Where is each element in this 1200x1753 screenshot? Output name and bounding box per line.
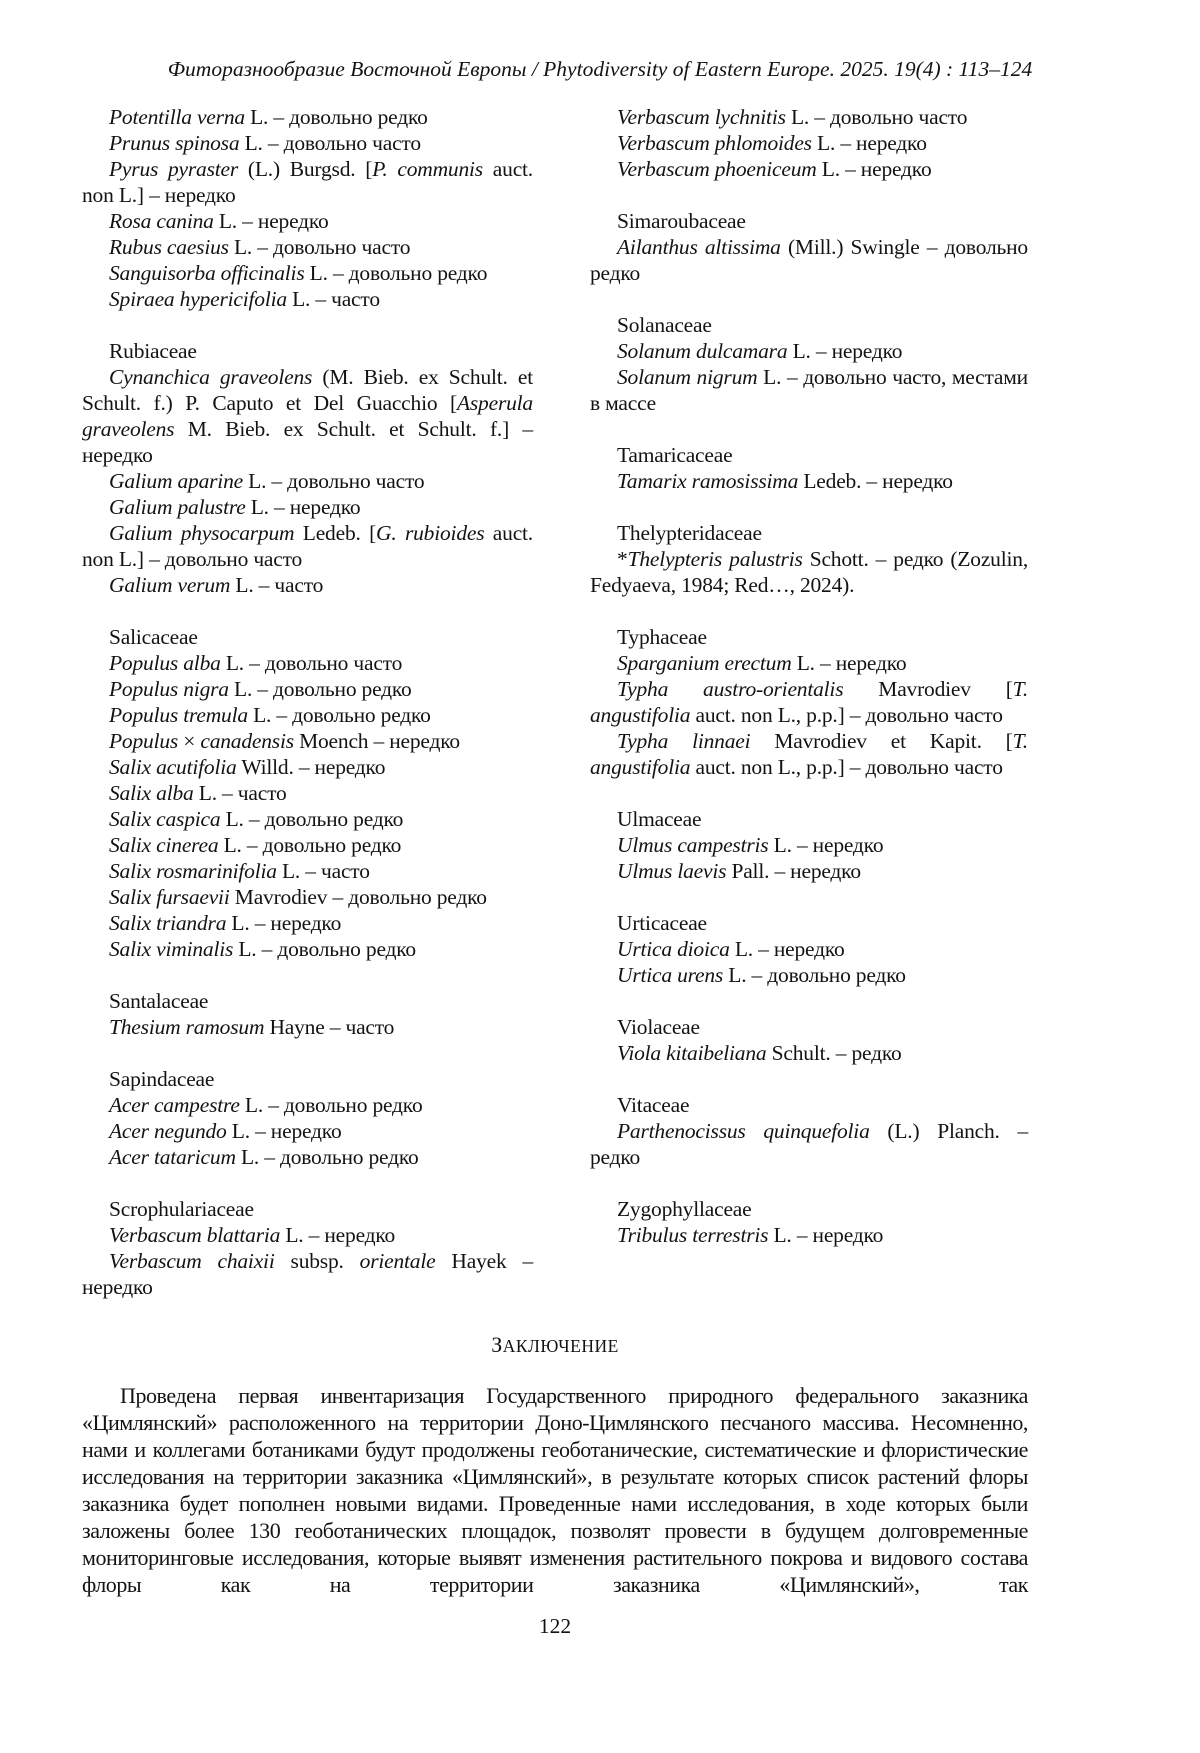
species-entry: [590, 104, 1028, 130]
species-entry: [590, 676, 1028, 728]
species-name: Verbascum phlomoides: [617, 131, 812, 155]
species-entry: [82, 936, 533, 962]
species-name: Salix caspica: [109, 807, 221, 831]
species-entry: [590, 156, 1028, 182]
entry-text: L. – нередко: [280, 1223, 396, 1247]
species-entry: [82, 520, 533, 572]
entry-text: L. – нередко: [226, 911, 342, 935]
species-name: Salix fursaevii: [109, 885, 230, 909]
species-name: Solanum dulcamara: [617, 339, 788, 363]
species-name: Urtica dioica: [617, 937, 730, 961]
entry-text: L. – нередко: [768, 1223, 884, 1247]
species-name: Sanguisorba officinalis: [109, 261, 305, 285]
species-name: Ulmus laevis: [617, 859, 727, 883]
entry-text: L. – довольно часто, местами в массе: [590, 365, 1028, 415]
species-entry: [82, 858, 533, 884]
species-entry: [82, 1144, 533, 1170]
entry-text: Zygophyllaceae: [617, 1197, 752, 1221]
species-name: Galium verum: [109, 573, 231, 597]
species-entry: [82, 494, 533, 520]
species-entry: [590, 962, 1028, 988]
species-name: Populus tremula: [109, 703, 248, 727]
species-name: Potentilla verna: [109, 105, 245, 129]
species-name: Sparganium erectum: [617, 651, 792, 675]
entry-text: L. – часто: [230, 573, 324, 597]
species-entry: [590, 728, 1028, 780]
entry-text: L. – нередко: [791, 651, 907, 675]
species-name: T. angustifolia: [590, 729, 1028, 779]
entry-text: Urticaceae: [617, 911, 707, 935]
species-name: Salix viminalis: [109, 937, 234, 961]
entry-text: L. – довольно часто: [220, 651, 403, 675]
entry-text: Pall. – нередко: [726, 859, 861, 883]
species-entry: [82, 780, 533, 806]
entry-text: L. – часто: [276, 859, 370, 883]
species-entry: [82, 1014, 533, 1040]
species-entry: [82, 104, 533, 130]
species-name: Verbascum lychnitis: [617, 105, 786, 129]
species-entry: [590, 936, 1028, 962]
entry-text: L. – нередко: [811, 131, 927, 155]
entry-text: L. – довольно редко: [239, 1093, 423, 1117]
species-entry: [82, 728, 533, 754]
species-entry: [82, 364, 533, 468]
entry-text: Typhaceae: [617, 625, 707, 649]
species-name: Salix alba: [109, 781, 194, 805]
entry-text: Hayne – часто: [264, 1015, 395, 1039]
species-name: Thesium ramosum: [109, 1015, 265, 1039]
entry-text: Violaceae: [617, 1015, 700, 1039]
species-name: orientale: [359, 1249, 436, 1273]
species-entry: [82, 806, 533, 832]
entry-text: Schott. – редко (Zozulin, Fedyaeva, 1984; Red…, 2024).: [590, 547, 1028, 597]
species-name: Pyrus pyraster: [109, 157, 239, 181]
entry-text: auct. non L., p.p.] – довольно часто: [690, 755, 1003, 779]
species-name: Ulmus campestris: [617, 833, 769, 857]
entry-text: (L.) Planch. – редко: [590, 1119, 1029, 1169]
entry-text: L. – нередко: [213, 209, 329, 233]
entry-text: Scrophulariaceae: [109, 1197, 254, 1221]
species-entry: [82, 286, 533, 312]
entry-text: L. – довольно часто: [239, 131, 421, 155]
family-heading: [590, 624, 1028, 650]
entry-text: L. – довольно часто: [228, 235, 411, 259]
species-entry: [590, 1222, 1028, 1248]
species-name: Acer tataricum: [109, 1145, 236, 1169]
species-entry: [590, 546, 1028, 598]
entry-text: auct. non L.] – довольно часто: [82, 521, 533, 571]
family-heading: [82, 1066, 533, 1092]
entry-text: Hayek – нередко: [82, 1249, 534, 1299]
species-name: Acer campestre: [109, 1093, 240, 1117]
entry-text: L. – часто: [193, 781, 287, 805]
species-entry: [82, 1248, 533, 1300]
species-name: Verbascum blattaria: [109, 1223, 281, 1247]
species-entry: [82, 156, 533, 208]
species-entry: [590, 1118, 1028, 1170]
entry-text: Santalaceae: [109, 989, 209, 1013]
entry-text: Mavrodiev [: [843, 677, 1013, 701]
species-entry: [590, 130, 1028, 156]
family-heading: [590, 208, 1028, 234]
species-entry: [82, 884, 533, 910]
species-name: Asperula graveolens: [82, 391, 533, 441]
species-entry: [82, 1222, 533, 1248]
entry-text: L. – нередко: [245, 495, 361, 519]
entry-text: Salicaceae: [109, 625, 198, 649]
species-entry: [82, 1118, 533, 1144]
entry-text: *: [617, 547, 628, 571]
species-name: Verbascum phoeniceum: [617, 157, 817, 181]
species-name: T. angustifolia: [590, 677, 1028, 727]
species-name: Solanum nigrum: [617, 365, 758, 389]
species-columns: [82, 104, 1028, 1300]
species-entry: [590, 364, 1028, 416]
species-entry: [590, 858, 1028, 884]
species-name: G. rubioides: [376, 521, 485, 545]
species-name: Populus nigra: [109, 677, 229, 701]
entry-text: Vitaceae: [617, 1093, 690, 1117]
entry-text: Willd. – нередко: [236, 755, 386, 779]
family-heading: [590, 806, 1028, 832]
entry-text: L. – нередко: [768, 833, 884, 857]
species-name: Populus alba: [109, 651, 221, 675]
species-name: P. communis: [372, 157, 483, 181]
species-name: Galium palustre: [109, 495, 246, 519]
species-name: Acer negundo: [109, 1119, 227, 1143]
species-column-right: [590, 104, 1028, 1300]
species-entry: [590, 650, 1028, 676]
entry-text: Sapindaceae: [109, 1067, 215, 1091]
species-name: Salix rosmarinifolia: [109, 859, 277, 883]
entry-text: L. – довольно редко: [244, 105, 428, 129]
journal-header: Фиторазнообразие Восточной Европы / Phytodiversity of Eastern Europe. 2025. 19(4) : 113–124: [167, 57, 1033, 81]
entry-text: Moench – нередко: [293, 729, 460, 753]
species-entry: [82, 468, 533, 494]
species-name: Typha austro-orientalis: [617, 677, 844, 701]
entry-text: L. – довольно часто: [785, 105, 968, 129]
species-name: Rosa canina: [109, 209, 214, 233]
entry-text: (M. Bieb. ex Schult. et Schult. f.) P. Caputo et Del Guacchio [: [82, 365, 534, 415]
entry-text: Ledeb. [: [294, 521, 377, 545]
entry-text: Mavrodiev – довольно редко: [229, 885, 487, 909]
entry-text: L. – довольно редко: [228, 677, 412, 701]
family-heading: [590, 1092, 1028, 1118]
entry-text: L. – довольно редко: [220, 807, 404, 831]
entry-text: Schult. – редко: [766, 1041, 902, 1065]
entry-text: Mavrodiev et Kapit. [: [750, 729, 1013, 753]
family-heading: [590, 910, 1028, 936]
family-heading: [590, 1196, 1028, 1222]
species-entry: [82, 234, 533, 260]
entry-text: L. – нередко: [787, 339, 903, 363]
species-name: Thelypteris palustris: [627, 547, 803, 571]
species-entry: [82, 702, 533, 728]
entry-text: Solanaceae: [617, 313, 712, 337]
species-name: Populus: [109, 729, 179, 753]
species-entry: [82, 260, 533, 286]
species-entry: [82, 832, 533, 858]
species-name: Salix triandra: [109, 911, 227, 935]
species-name: Tribulus terrestris: [617, 1223, 769, 1247]
entry-text: L. – часто: [286, 287, 380, 311]
species-name: Verbascum chaixii: [109, 1249, 275, 1273]
entry-text: L. – довольно редко: [235, 1145, 419, 1169]
family-heading: [590, 442, 1028, 468]
family-heading: [82, 988, 533, 1014]
entry-text: L. – довольно редко: [247, 703, 431, 727]
species-name: Tamarix ramosissima: [617, 469, 799, 493]
conclusion-heading-rest: АКЛЮЧЕНИЕ: [502, 1336, 619, 1356]
family-heading: [82, 624, 533, 650]
species-name: Spiraea hypericifolia: [109, 287, 287, 311]
conclusion-paragraph: Проведена первая инвентаризация Государственного природного федерального заказника «Цимлянский» расположенного на территории Доно-Цимлянского песчаного массива. Несомненно, нами и коллегами ботаниками будут продолжены геоботанические, систематические и флористические исследования на территории заказника «Цимлянский», в результате которых список растений флоры заказника будет пополнен новыми видами. Проведенные нами исследования, в ходе которых были заложены более 130 геоботанических площадок, позволят провести в будущем долговременные мониторинговые исследования, которые выявят изменения растительного покрова и видового состава флоры как на территории заказника «Цимлянский», так: [82, 1383, 1028, 1597]
species-entry: [82, 130, 533, 156]
species-name: Galium aparine: [109, 469, 243, 493]
entry-text: L. – довольно редко: [218, 833, 402, 857]
entry-text: Ulmaceae: [617, 807, 702, 831]
species-entry: [590, 832, 1028, 858]
species-column-left: [82, 104, 533, 1300]
species-entry: [82, 208, 533, 234]
document-page: [0, 56, 1200, 1753]
species-entry: [590, 468, 1028, 494]
entry-text: Tamaricaceae: [617, 443, 733, 467]
entry-text: Ledeb. – нередко: [798, 469, 953, 493]
entry-text: L. – довольно редко: [304, 261, 488, 285]
entry-text: L. – нередко: [226, 1119, 342, 1143]
family-heading: [590, 1014, 1028, 1040]
entry-text: (L.) Burgsd. [: [238, 157, 373, 181]
entry-text: L. – нередко: [816, 157, 932, 181]
species-entry: [82, 1092, 533, 1118]
species-name: canadensis: [200, 729, 294, 753]
entry-text: L. – довольно редко: [233, 937, 416, 961]
species-entry: [82, 910, 533, 936]
species-entry: [82, 650, 533, 676]
entry-text: L. – нередко: [729, 937, 845, 961]
species-name: Cynanchica graveolens: [109, 365, 313, 389]
species-name: Salix cinerea: [109, 833, 219, 857]
species-name: Galium physocarpum: [109, 521, 295, 545]
species-name: Viola kitaibeliana: [617, 1041, 767, 1065]
species-entry: [82, 676, 533, 702]
entry-text: Rubiaceae: [109, 339, 197, 363]
entry-text: L. – довольно редко: [723, 963, 906, 987]
page-number: 122: [538, 1614, 572, 1638]
entry-text: M. Bieb. ex Schult. et Schult. f.] – нередко: [82, 417, 533, 467]
family-heading: [590, 312, 1028, 338]
entry-text: L. – довольно часто: [242, 469, 425, 493]
family-heading: [590, 520, 1028, 546]
species-entry: [590, 338, 1028, 364]
species-entry: [82, 754, 533, 780]
entry-text: ×: [178, 729, 201, 753]
entry-text: auct. non L.] – нередко: [82, 157, 533, 207]
family-heading: [82, 338, 533, 364]
species-name: Salix acutifolia: [109, 755, 237, 779]
species-name: Parthenocissus quinquefolia: [617, 1119, 870, 1143]
species-name: Prunus spinosa: [109, 131, 240, 155]
family-heading: [82, 1196, 533, 1222]
species-name: Rubus caesius: [109, 235, 229, 259]
species-entry: [82, 572, 533, 598]
species-name: Urtica urens: [617, 963, 724, 987]
conclusion-heading: [82, 1332, 1028, 1358]
entry-text: (Mill.) Swingle – довольно редко: [590, 235, 1028, 285]
entry-text: Simaroubaceae: [617, 209, 746, 233]
species-entry: [590, 234, 1028, 286]
entry-text: auct. non L., p.p.] – довольно часто: [690, 703, 1003, 727]
species-entry: [590, 1040, 1028, 1066]
entry-text: Thelypteridaceae: [617, 521, 762, 545]
species-name: Typha linnaei: [617, 729, 751, 753]
entry-text: subsp.: [274, 1249, 360, 1273]
conclusion-heading-initial: З: [491, 1332, 503, 1357]
species-name: Ailanthus altissima: [617, 235, 781, 259]
